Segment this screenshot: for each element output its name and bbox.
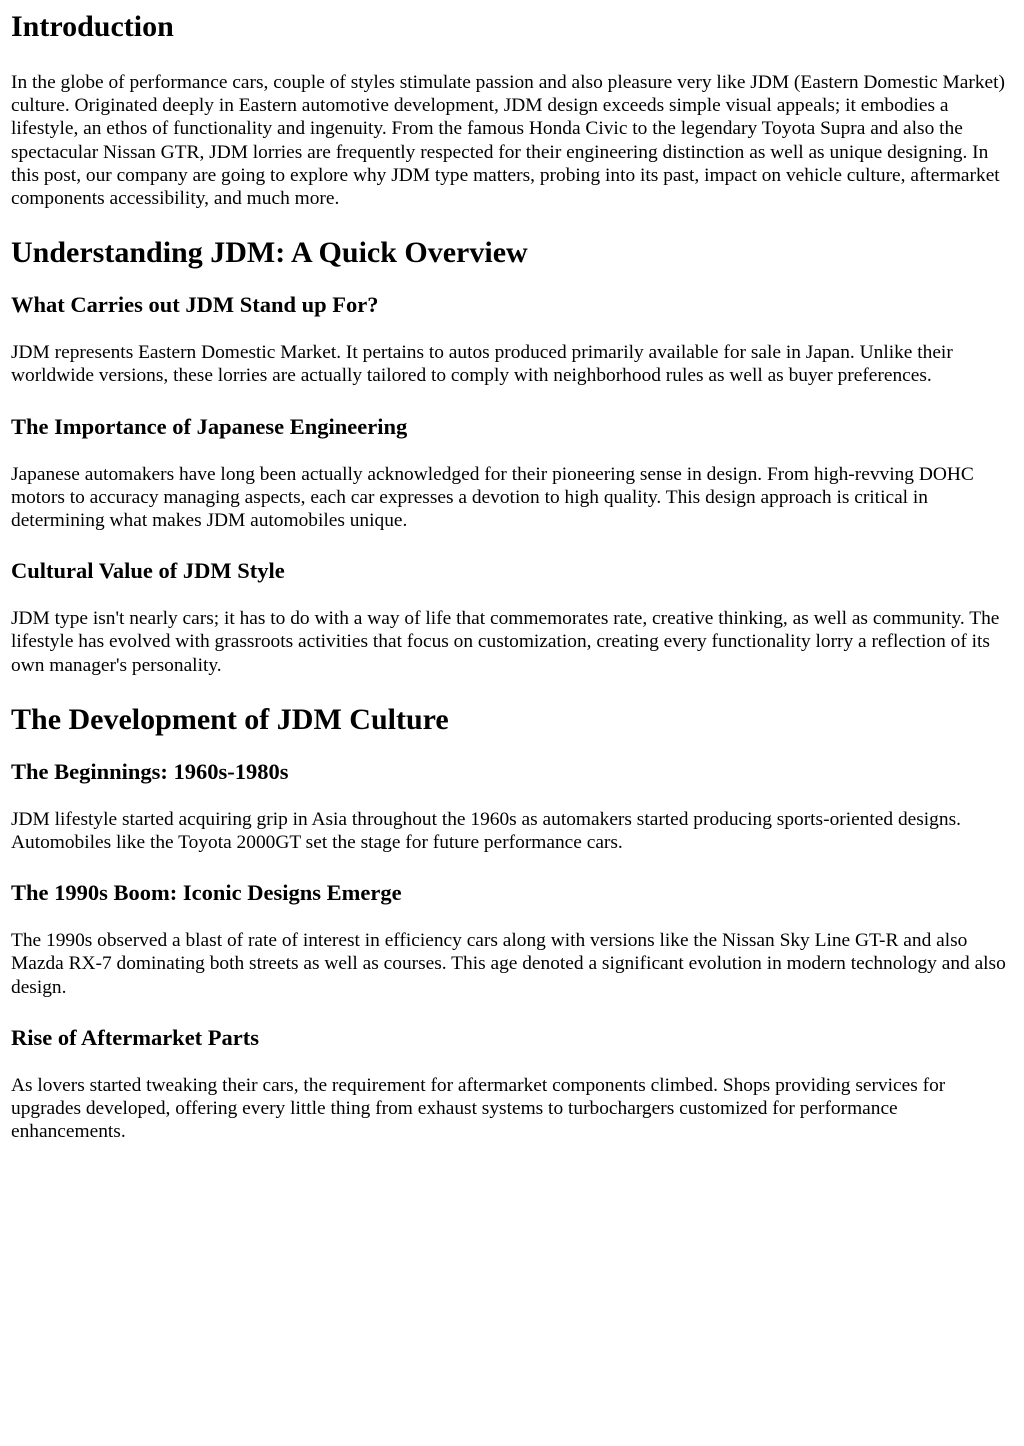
paragraph-1990s-boom: The 1990s observed a blast of rate of interest in efficiency cars along with versions like the Nissan Sky Line GT-R and also Mazda RX-7 dominating both streets as well as courses. This age denoted a significant evolution in modern technology and also design.	[11, 930, 1006, 998]
subheading-cultural-value: Cultural Value of JDM Style	[11, 558, 285, 584]
paragraph-cultural-value: JDM type isn't nearly cars; it has to do with a way of life that commemorates rate, creative thinking, as well as community. The lifestyle has evolved with grassroots activities that focus on customization, creating every functionality lorry a reflection of its own manager's personality.	[11, 608, 1000, 676]
intro-paragraph: In the globe of performance cars, couple of styles stimulate passion and also pleasure very like JDM (Eastern Domestic Market) culture. Originated deeply in Eastern automotive development, JDM design exceeds simple visual appeals; it embodies a lifestyle, an ethos of functionality and ingenuity. From the famous Honda Civic to the legendary Toyota Supra and also the spectacular Nissan GTR, JDM lorries are frequently respected for their engineering distinction as well as unique designing. In this post, our company are going to explore why JDM type matters, probing into its past, impact on vehicle culture, aftermarket components accessibility, and much more.	[11, 72, 1005, 210]
subheading-what-jdm-stands-for: What Carries out JDM Stand up For?	[11, 292, 379, 318]
section-heading-development: The Development of JDM Culture	[11, 702, 449, 736]
subheading-japanese-engineering: The Importance of Japanese Engineering	[11, 413, 408, 439]
paragraph-aftermarket-parts: As lovers started tweaking their cars, the requirement for aftermarket components climbed. Shops providing services for upgrades developed, offering every little thing from exhaust systems to turbochargers customized for performance enhancements.	[11, 1074, 946, 1143]
subheading-aftermarket-parts: Rise of Aftermarket Parts	[11, 1024, 260, 1050]
paragraph-what-jdm-stands-for: JDM represents Eastern Domestic Market. It pertains to autos produced primarily available for sale in Japan. Unlike their worldwide versions, these lorries are actually tailored to comply with neighborhood rules as well as buyer preferences.	[11, 342, 953, 387]
page-title: Introduction	[11, 10, 174, 43]
section-heading-understanding-jdm: Understanding JDM: A Quick Overview	[11, 236, 528, 270]
subheading-beginnings: The Beginnings: 1960s-1980s	[11, 758, 289, 784]
paragraph-beginnings: JDM lifestyle started acquiring grip in Asia throughout the 1960s as automakers started producing sports-oriented designs. Automobiles like the Toyota 2000GT set the stage for future performance cars.	[11, 808, 961, 854]
paragraph-japanese-engineering: Japanese automakers have long been actually acknowledged for their pioneering sense in design. From high-revving DOHC motors to accuracy managing aspects, each car expresses a devotion to high quality. This design approach is critical in determining what makes JDM automobiles unique.	[11, 463, 974, 532]
subheading-1990s-boom: The 1990s Boom: Iconic Designs Emerge	[11, 880, 402, 906]
